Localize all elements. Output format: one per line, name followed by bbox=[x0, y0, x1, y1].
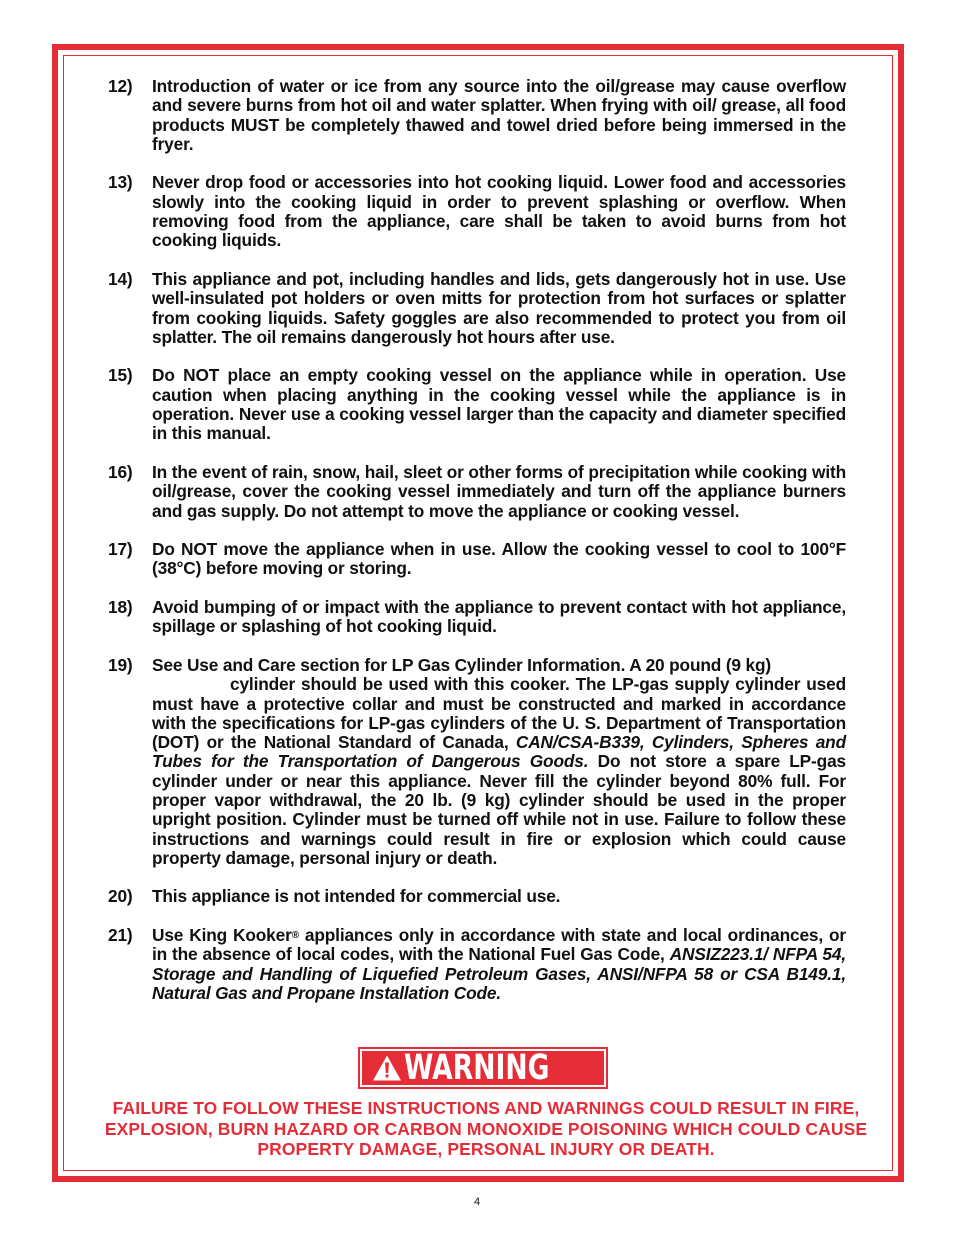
item-text: Introduction of water or ice from any source into the oil/grease may cause overflow and severe burns from hot oil and water splatter. When frying with oil/ grease, all food products MUST be completely thawed and towel dried before being immersed in the fryer. bbox=[152, 76, 846, 154]
item-number: 20) bbox=[108, 886, 133, 907]
item-text bbox=[152, 926, 846, 1003]
item-text: Do NOT place an empty cooking vessel on the appliance while in operation. Use caution when placing anything in the cooking vessel while the appliance is in operation. Never use a cooking vessel larger than the capacity and diameter specified in this manual. bbox=[152, 365, 846, 444]
warning-label bbox=[358, 1047, 608, 1089]
item-number: 19) bbox=[108, 654, 133, 675]
item-text-part: cylinder should be used with this cooker. The LP-gas supply cylinder used must have a protective collar and must be constructed and marked in accordance with the specifications for LP-gas cylinders of the U. S. Department of Transportation (DOT) or the National Standard of Canada, bbox=[152, 674, 846, 753]
page-number: 4 bbox=[473, 1196, 481, 1208]
item-number: 14) bbox=[108, 268, 133, 289]
item-number: 17) bbox=[108, 539, 133, 560]
item-number: 13) bbox=[108, 172, 133, 193]
standard-reference: CAN/CSA-B339, Cylinders, Spheres and Tubes for the Transportation of Dangerous Goods. bbox=[152, 732, 846, 772]
item-number: 21) bbox=[108, 925, 133, 946]
item-text: Never drop food or accessories into hot cooking liquid. Lower food and accessories slowly into the cooking liquid in order to prevent splashing or overflow. When removing food from the appliance, care shall be taken to avoid burns from hot cooking liquids. bbox=[152, 172, 846, 251]
warning-message: FAILURE TO FOLLOW THESE INSTRUCTIONS AND WARNINGS COULD RESULT IN FIRE, EXPLOSION, BURN HAZARD OR CARBON MONOXIDE POISONING WHICH COULD CAUSE PROPERTY DAMAGE, PERSONAL INJURY OR DEATH. bbox=[104, 1098, 868, 1160]
item-number: 16) bbox=[108, 461, 133, 482]
instruction-item-16 bbox=[108, 463, 846, 521]
item-text: This appliance is not intended for commercial use. bbox=[152, 886, 561, 907]
item-text: In the event of rain, snow, hail, sleet or other forms of precipitation while cooking with oil/grease, cover the cooking vessel immediately and turn off the appliance burners and gas supply. Do not attempt to move the appliance or cooking vessel. bbox=[152, 461, 846, 521]
instruction-item-14 bbox=[108, 270, 846, 347]
instruction-item-13 bbox=[108, 173, 846, 250]
item-number: 15) bbox=[108, 365, 133, 386]
item-text-part: Do not store a spare LP-gas cylinder under or near this appliance. Never fill the cylinder beyond 80% full. For proper vapor withdrawal, the 20 lb. (9 kg) cylinder should be used in the proper upright position. Cylinder must be turned off while not in use. Failure to follow these instructions and warnings could result in fire or explosion which could cause property damage, personal injury or death. bbox=[152, 751, 846, 868]
item-text: Do NOT move the appliance when in use. Allow the cooking vessel to cool to 100°F (38°C) before moving or storing. bbox=[152, 539, 846, 579]
item-number: 18) bbox=[108, 597, 133, 618]
code-references: ANSIZ223.1/ NFPA 54, Storage and Handling of Liquefied Petroleum Gases, ANSI/NFPA 58 or CSA B149.1, Natural Gas and Propane Installation Code. bbox=[152, 944, 846, 1003]
instruction-item-17 bbox=[108, 540, 846, 579]
warning-title: WARNING bbox=[404, 1048, 550, 1088]
instruction-item-21 bbox=[108, 926, 846, 1003]
warning-triangle-icon bbox=[372, 1054, 402, 1082]
item-text-part: appliances only in accordance with state and local ordinances, or in the absence of local codes, with the National Fuel Gas Code, bbox=[152, 925, 846, 965]
item-text: Avoid bumping of or impact with the appliance to prevent contact with hot appliance, spillage or splashing of hot cooking liquid. bbox=[152, 597, 846, 637]
instruction-item-19 bbox=[108, 656, 846, 868]
instruction-item-18 bbox=[108, 598, 846, 637]
item-text bbox=[152, 656, 846, 868]
registered-mark: ® bbox=[291, 930, 299, 942]
item-text: This appliance and pot, including handles and lids, gets dangerously hot in use. Use well-insulated pot holders or oven mitts for protection from hot surfaces or splatter from cooking liquids. Safety goggles are also recommended to protect you from oil splatter. The oil remains dangerously hot hours after use. bbox=[152, 268, 846, 347]
instruction-item-12 bbox=[108, 77, 846, 154]
item-text-part: Use King Kooker bbox=[152, 925, 292, 946]
warning-label-fill bbox=[362, 1048, 604, 1088]
safety-instructions-list bbox=[108, 77, 846, 1023]
instruction-item-20 bbox=[108, 887, 846, 906]
instruction-item-15 bbox=[108, 366, 846, 443]
item-number: 12) bbox=[108, 76, 133, 96]
item-text-line1: See Use and Care section for LP Gas Cylinder Information. A 20 pound (9 kg) bbox=[152, 654, 772, 675]
